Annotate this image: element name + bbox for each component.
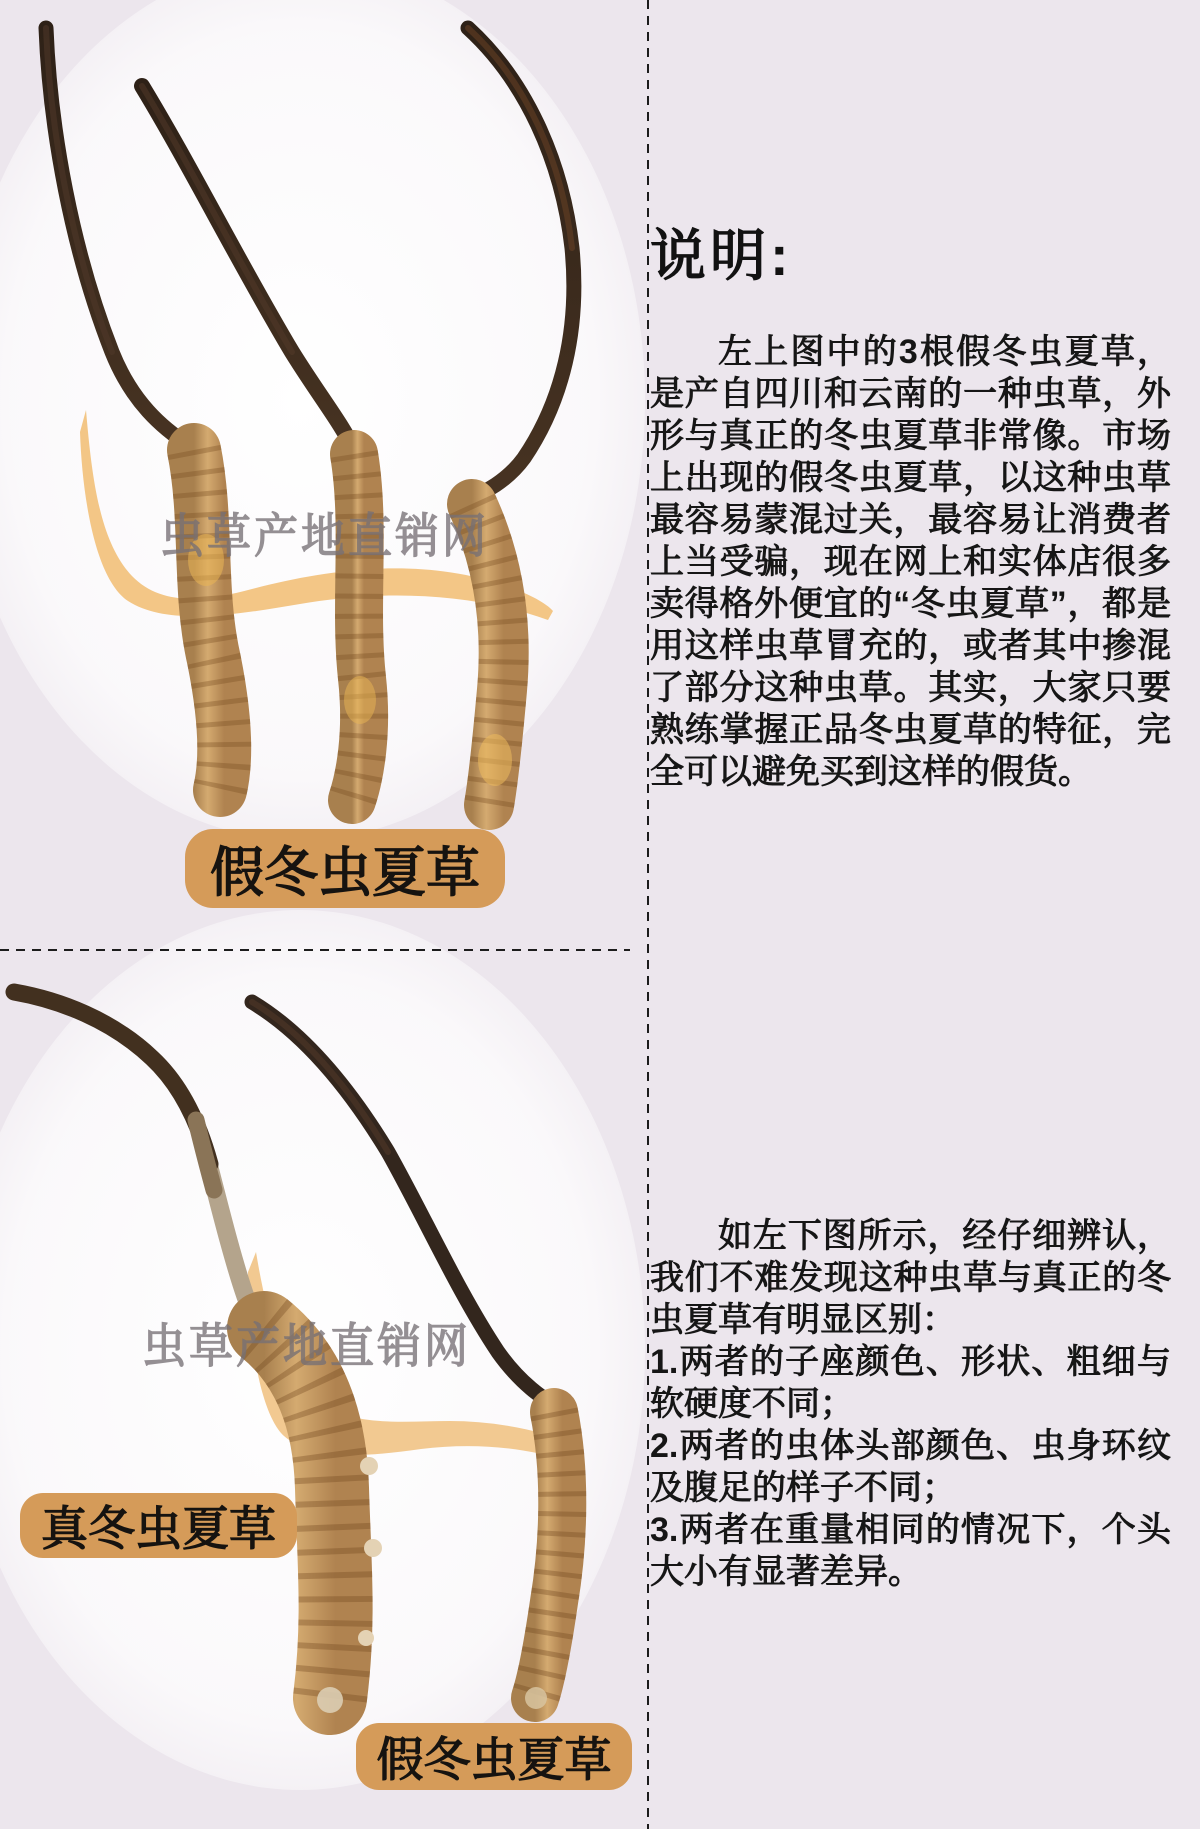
difference-item-1: 1.两者的子座颜色、形状、粗细与软硬度不同； [650, 1343, 1171, 1423]
section-heading: 说明: [650, 224, 793, 287]
difference-item-2: 2.两者的虫体头部颜色、虫身环纹及腹足的样子不同； [650, 1427, 1171, 1507]
differences-intro: 如左下图所示，经仔细辨认，我们不难发现这种虫草与真正的冬虫夏草有明显区别： [650, 1217, 1171, 1339]
watermark-text-bottom: 虫草产地直销网 [142, 1320, 471, 1374]
watermark-text-top: 虫草产地直销网 [160, 510, 489, 564]
horizontal-dashed-divider [0, 949, 630, 951]
label-fake-cordyceps-top: 假冬虫夏草 [185, 829, 505, 908]
description-paragraph: 左上图中的3根假冬虫夏草，是产自四川和云南的一种虫草，外形与真正的冬虫夏草非常像。市场上出现的假冬虫夏草，以这种虫草最容易蒙混过关，最容易让消费者上当受骗，现在网上和实体店很多卖得格外便宜的“冬虫夏草”，都是用这样虫草冒充的，或者其中掺混了部分这种虫草。其实，大家只要熟练掌握正品冬虫夏草的特征，完全可以避免买到这样的假货。 [650, 333, 1171, 791]
differences-block [650, 1215, 1171, 1593]
label-real-cordyceps: 真冬虫夏草 [20, 1493, 297, 1558]
vertical-dashed-divider [647, 0, 649, 1829]
label-fake-cordyceps-bottom: 假冬虫夏草 [356, 1723, 632, 1790]
difference-item-3: 3.两者在重量相同的情况下，个头大小有显著差异。 [650, 1511, 1171, 1591]
